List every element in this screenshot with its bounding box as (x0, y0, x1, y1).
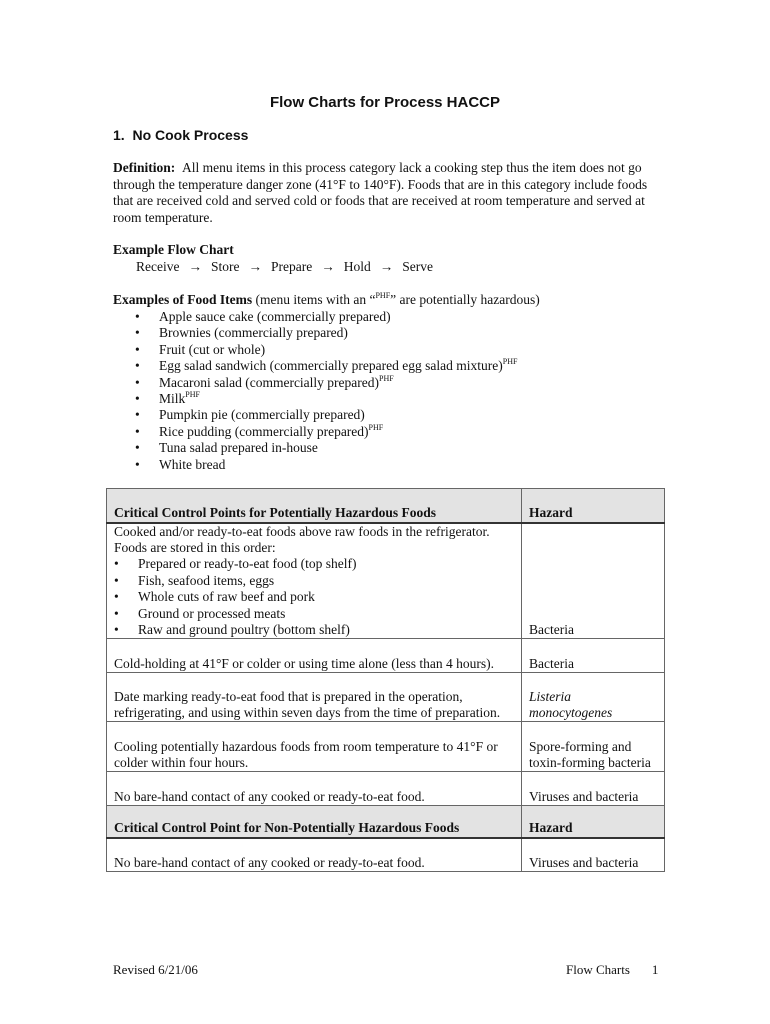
table-row (107, 639, 665, 673)
list-item: • Tuna salad prepared in-house (135, 440, 517, 456)
example-flow-chart (136, 259, 433, 275)
flow-step-prepare: Prepare (270, 259, 313, 274)
list-item: • Milk$^{PHF}$ (135, 391, 517, 407)
table-row (107, 838, 665, 872)
flow-step-receive: Receive (136, 259, 180, 274)
table-header-row (107, 806, 665, 838)
table-header-cell: Hazard (522, 489, 665, 523)
arrow-right-icon: → (188, 259, 202, 274)
section-number: 1. (113, 127, 125, 143)
arrow-right-icon: → (321, 259, 335, 274)
page-title: Flow Charts for Process HACCP (269, 94, 501, 111)
page-number: 1 (651, 962, 659, 977)
list-item: • White bread (135, 457, 517, 473)
list-item: • Ground or processed meats (114, 606, 515, 622)
footer-revised-date: Revised 6/21/06 (113, 962, 198, 977)
arrow-right-icon: → (379, 259, 394, 274)
list-item: • Fish, seafood items, eggs (114, 573, 515, 589)
table-cell: Bacteria (522, 639, 665, 673)
table-header-cell: Hazard (522, 806, 665, 838)
table-header-cell: Critical Control Points for Potentially Hazardous Foods (107, 489, 522, 523)
definition-text: All menu items in this process category lack a cooking step thus the item does not go through the temperature danger zone (41°F to 140°F). Foods that are in this category include foods that are received cold and served cold or foods that are received at room temperature and served at room temperature. (113, 160, 648, 225)
storage-order-list (114, 556, 515, 638)
table-row (107, 673, 665, 722)
definition-label: Definition: (113, 160, 176, 175)
table-row (107, 722, 665, 772)
example-flow-heading: Example Flow Chart (113, 242, 234, 257)
definition-paragraph (113, 160, 663, 226)
list-item: • Egg salad sandwich (commercially prepared egg salad mixture)$^{PHF}$ (135, 358, 517, 374)
arrow-right-icon: → (248, 259, 262, 274)
list-item: • Apple sauce cake (commercially prepared) (135, 309, 517, 325)
flow-step-hold: Hold (343, 259, 371, 274)
table-cell: Date marking ready-to-eat food that is prepared in the operation, refrigerating, and using within seven days from the time of preparation. (107, 673, 522, 722)
food-items-title: Examples of Food Items (113, 292, 253, 307)
list-item: • Whole cuts of raw beef and pork (114, 589, 515, 605)
flow-step-store: Store (210, 259, 240, 274)
table-cell: Viruses and bacteria (522, 772, 665, 806)
table-header-cell: Critical Control Point for Non-Potentially Hazardous Foods (107, 806, 522, 838)
footer-page-info (566, 962, 658, 978)
table-row (107, 772, 665, 806)
food-items-heading (113, 292, 540, 308)
section-heading (113, 127, 248, 143)
table-header-row (107, 489, 665, 523)
table-cell: Cooling potentially hazardous foods from room temperature to 41°F or colder within four hours. (107, 722, 522, 772)
list-item: • Fruit (cut or whole) (135, 342, 517, 358)
section-title: No Cook Process (132, 127, 249, 143)
table-cell: Cooked and/or ready-to-eat foods above raw foods in the refrigerator. Foods are stored in this order: • Prepared or ready-to-eat food (top shelf) • Fish, seafood items, eggs • Whole cuts of raw beef and pork • Ground or processed meats • Raw and ground poultry (bottom shelf) (107, 523, 522, 639)
table-cell: No bare-hand contact of any cooked or ready-to-eat food. (107, 772, 522, 806)
table-cell: Listeria monocytogenes (522, 673, 665, 722)
list-item: • Macaroni salad (commercially prepared)$^{PHF}$ (135, 375, 517, 391)
list-item: • Brownies (commercially prepared) (135, 325, 517, 341)
footer-label: Flow Charts (566, 962, 630, 977)
food-items-list (135, 309, 517, 473)
flow-step-serve: Serve (402, 259, 433, 274)
list-item: • Raw and ground poultry (bottom shelf) (114, 622, 515, 638)
list-item: • Pumpkin pie (commercially prepared) (135, 407, 517, 423)
table-cell: Bacteria (522, 523, 665, 639)
list-item: • Prepared or ready-to-eat food (top shelf) (114, 556, 515, 572)
table-cell: Spore-forming and toxin-forming bacteria (522, 722, 665, 772)
table-row (107, 523, 665, 639)
table-cell: No bare-hand contact of any cooked or ready-to-eat food. (107, 838, 522, 872)
list-item: • Rice pudding (commercially prepared)$^{PHF}$ (135, 424, 517, 440)
table-cell: Cold-holding at 41°F or colder or using time alone (less than 4 hours). (107, 639, 522, 673)
ccp-table (106, 488, 665, 872)
table-cell: Viruses and bacteria (522, 838, 665, 872)
food-items-note: (menu items with an “$^{PHF}$” are potentially hazardous) (255, 291, 540, 307)
